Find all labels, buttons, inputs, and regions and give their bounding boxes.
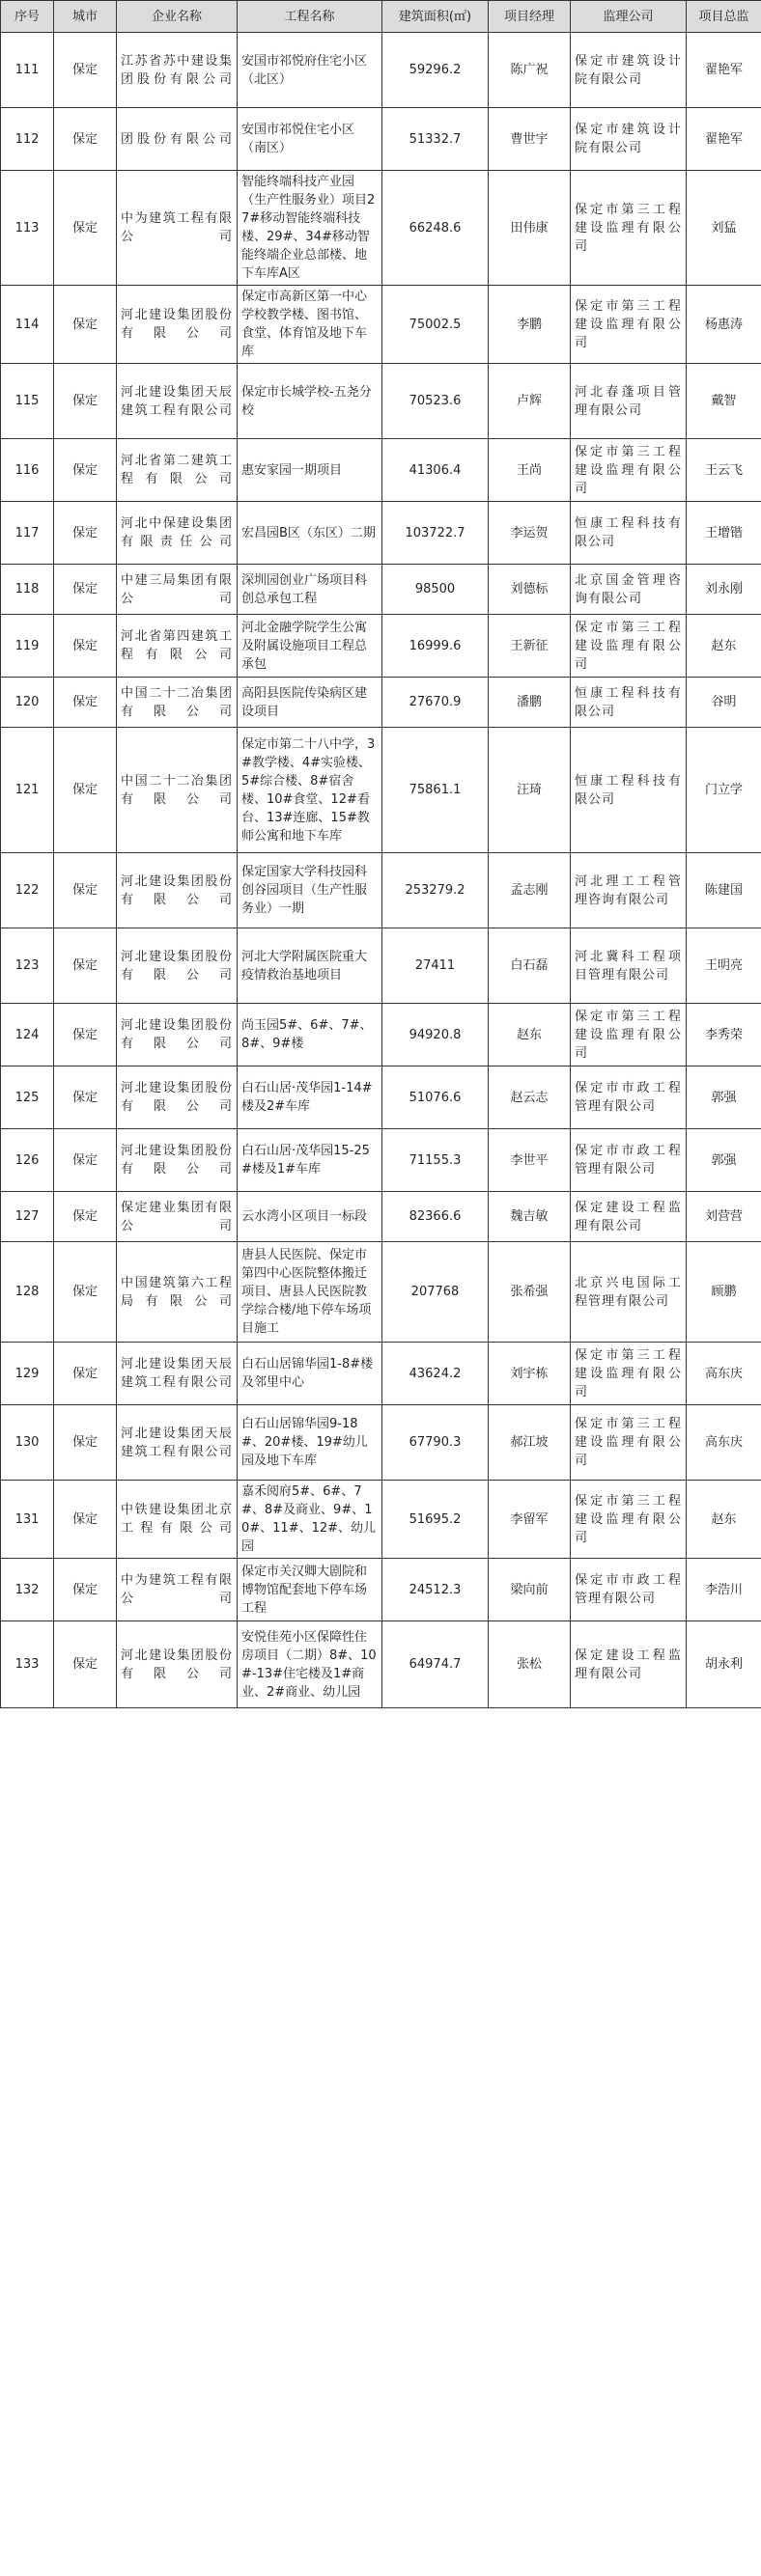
table-row <box>1 853 761 928</box>
city-cell: 保定 <box>54 33 117 108</box>
table-row <box>1 728 761 853</box>
supervisor-cell: 保定市市政工程管理有限公司 <box>571 1559 687 1621</box>
supervisor-cell: 保定市第三工程建设监理有限公司 <box>571 1343 687 1405</box>
project-cell: 白石山居·茂华园15-25#楼及1#车库 <box>238 1129 382 1192</box>
supervisor-cell: 保定市第三工程建设监理有限公司 <box>571 615 687 678</box>
chief-cell: 郭强 <box>687 1129 761 1192</box>
project-cell: 安国市祁悦住宅小区（南区） <box>238 108 382 171</box>
area-cell: 43624.2 <box>382 1343 489 1405</box>
city-cell: 保定 <box>54 678 117 728</box>
company-cell: 河北建设集团天辰建筑工程有限公司 <box>117 1343 238 1405</box>
table-row <box>1 1192 761 1242</box>
manager-cell: 王尚 <box>489 439 571 502</box>
city-cell: 保定 <box>54 1066 117 1129</box>
company-cell: 中国二十二冶集团有限公司 <box>117 728 238 853</box>
manager-cell: 赵东 <box>489 1004 571 1066</box>
company-cell: 中建三局集团有限公司 <box>117 565 238 615</box>
project-cell: 保定市第二十八中学，3#教学楼、4#实验楼、5#综合楼、8#宿舍楼、10#食堂、12#看台、13#连廊、15#教师公寓和地下车库 <box>238 728 382 853</box>
supervisor-cell: 保定市市政工程管理有限公司 <box>571 1129 687 1192</box>
serial-cell: 117 <box>1 502 54 565</box>
serial-cell: 131 <box>1 1481 54 1559</box>
company-cell: 中为建筑工程有限公司 <box>117 1559 238 1621</box>
manager-cell: 魏吉敏 <box>489 1192 571 1242</box>
supervisor-cell: 保定市第三工程建设监理有限公司 <box>571 439 687 502</box>
header-project: 工程名称 <box>238 1 382 33</box>
area-cell: 51332.7 <box>382 108 489 171</box>
project-cell: 宏昌园B区（东区）二期 <box>238 502 382 565</box>
supervisor-cell: 河北理工工程管理咨询有限公司 <box>571 853 687 928</box>
city-cell: 保定 <box>54 853 117 928</box>
table-body <box>1 33 761 1708</box>
table-row <box>1 565 761 615</box>
chief-cell: 胡永利 <box>687 1621 761 1708</box>
manager-cell: 李世平 <box>489 1129 571 1192</box>
city-cell: 保定 <box>54 1129 117 1192</box>
manager-cell: 刘宇栋 <box>489 1343 571 1405</box>
table-row <box>1 928 761 1004</box>
area-cell: 27411 <box>382 928 489 1004</box>
company-cell: 河北省第四建筑工程有限公司 <box>117 615 238 678</box>
chief-cell: 王云飞 <box>687 439 761 502</box>
chief-cell: 王明亮 <box>687 928 761 1004</box>
serial-cell: 113 <box>1 171 54 286</box>
header-serial: 序号 <box>1 1 54 33</box>
table-row <box>1 1129 761 1192</box>
header-company: 企业名称 <box>117 1 238 33</box>
supervisor-cell: 河北冀科工程项目管理有限公司 <box>571 928 687 1004</box>
chief-cell: 王增锴 <box>687 502 761 565</box>
manager-cell: 卢辉 <box>489 364 571 439</box>
city-cell: 保定 <box>54 108 117 171</box>
project-cell: 保定市高新区第一中心学校教学楼、图书馆、食堂、体育馆及地下车库 <box>238 286 382 364</box>
project-cell: 保定市长城学校-五尧分校 <box>238 364 382 439</box>
company-cell: 河北建设集团股份有限公司 <box>117 1621 238 1708</box>
company-cell: 江苏省苏中建设集团股份有限公司 <box>117 33 238 108</box>
city-cell: 保定 <box>54 171 117 286</box>
serial-cell: 122 <box>1 853 54 928</box>
city-cell: 保定 <box>54 1242 117 1343</box>
serial-cell: 129 <box>1 1343 54 1405</box>
area-cell: 24512.3 <box>382 1559 489 1621</box>
chief-cell: 翟艳军 <box>687 33 761 108</box>
project-cell: 保定国家大学科技园科创谷园项目（生产性服务业）一期 <box>238 853 382 928</box>
area-cell: 67790.3 <box>382 1405 489 1481</box>
supervisor-cell: 保定建设工程监理有限公司 <box>571 1192 687 1242</box>
manager-cell: 李留军 <box>489 1481 571 1559</box>
supervisor-cell: 北京国金管理咨询有限公司 <box>571 565 687 615</box>
area-cell: 27670.9 <box>382 678 489 728</box>
supervisor-cell: 保定建设工程监理有限公司 <box>571 1621 687 1708</box>
area-cell: 64974.7 <box>382 1621 489 1708</box>
manager-cell: 王新征 <box>489 615 571 678</box>
company-cell: 中铁建设集团北京工程有限公司 <box>117 1481 238 1559</box>
table-row <box>1 1004 761 1066</box>
project-cell: 保定市关汉卿大剧院和博物馆配套地下停车场工程 <box>238 1559 382 1621</box>
serial-cell: 120 <box>1 678 54 728</box>
manager-cell: 潘鹏 <box>489 678 571 728</box>
area-cell: 103722.7 <box>382 502 489 565</box>
area-cell: 75861.1 <box>382 728 489 853</box>
city-cell: 保定 <box>54 728 117 853</box>
project-cell: 云水湾小区项目一标段 <box>238 1192 382 1242</box>
area-cell: 51695.2 <box>382 1481 489 1559</box>
city-cell: 保定 <box>54 286 117 364</box>
manager-cell: 孟志刚 <box>489 853 571 928</box>
company-cell: 河北建设集团天辰建筑工程有限公司 <box>117 1405 238 1481</box>
supervisor-cell: 恒康工程科技有限公司 <box>571 678 687 728</box>
company-cell: 河北建设集团天辰建筑工程有限公司 <box>117 364 238 439</box>
company-cell: 团股份有限公司 <box>117 108 238 171</box>
chief-cell: 谷明 <box>687 678 761 728</box>
chief-cell: 李秀荣 <box>687 1004 761 1066</box>
table-row <box>1 502 761 565</box>
manager-cell: 张希强 <box>489 1242 571 1343</box>
project-cell: 高阳县医院传染病区建设项目 <box>238 678 382 728</box>
table-row <box>1 1621 761 1708</box>
city-cell: 保定 <box>54 1621 117 1708</box>
chief-cell: 门立学 <box>687 728 761 853</box>
project-cell: 安悦佳苑小区保障性住房项目（二期）8#、10#-13#住宅楼及1#商业、2#商业、幼儿园 <box>238 1621 382 1708</box>
header-chief: 项目总监 <box>687 1 761 33</box>
supervisor-cell: 河北春蓬项目管理有限公司 <box>571 364 687 439</box>
supervisor-cell: 保定市建筑设计院有限公司 <box>571 33 687 108</box>
chief-cell: 陈建国 <box>687 853 761 928</box>
table-row <box>1 678 761 728</box>
project-cell: 唐县人民医院、保定市第四中心医院整体搬迁项目、唐县人民医院教学综合楼/地下停车场项目施工 <box>238 1242 382 1343</box>
manager-cell: 李鹏 <box>489 286 571 364</box>
project-cell: 河北大学附属医院重大疫情救治基地项目 <box>238 928 382 1004</box>
chief-cell: 高东庆 <box>687 1343 761 1405</box>
table-row <box>1 1559 761 1621</box>
chief-cell: 翟艳军 <box>687 108 761 171</box>
supervisor-cell: 恒康工程科技有限公司 <box>571 502 687 565</box>
header-city: 城市 <box>54 1 117 33</box>
project-cell: 白石山居锦华园1-8#楼及邻里中心 <box>238 1343 382 1405</box>
manager-cell: 梁向前 <box>489 1559 571 1621</box>
supervisor-cell: 保定市第三工程建设监理有限公司 <box>571 1004 687 1066</box>
chief-cell: 赵东 <box>687 615 761 678</box>
area-cell: 82366.6 <box>382 1192 489 1242</box>
manager-cell: 李运贺 <box>489 502 571 565</box>
serial-cell: 128 <box>1 1242 54 1343</box>
company-cell: 河北省第二建筑工程有限公司 <box>117 439 238 502</box>
manager-cell: 赵云志 <box>489 1066 571 1129</box>
serial-cell: 116 <box>1 439 54 502</box>
table-row <box>1 108 761 171</box>
area-cell: 253279.2 <box>382 853 489 928</box>
manager-cell: 郝江坡 <box>489 1405 571 1481</box>
manager-cell: 田伟康 <box>489 171 571 286</box>
chief-cell: 赵东 <box>687 1481 761 1559</box>
city-cell: 保定 <box>54 439 117 502</box>
header-manager: 项目经理 <box>489 1 571 33</box>
area-cell: 71155.3 <box>382 1129 489 1192</box>
serial-cell: 111 <box>1 33 54 108</box>
city-cell: 保定 <box>54 928 117 1004</box>
manager-cell: 陈广祝 <box>489 33 571 108</box>
supervisor-cell: 保定市建筑设计院有限公司 <box>571 108 687 171</box>
project-cell: 安国市祁悦府住宅小区（北区） <box>238 33 382 108</box>
manager-cell: 白石磊 <box>489 928 571 1004</box>
project-cell: 智能终端科技产业园（生产性服务业）项目27#移动智能终端科技楼、29#、34#移动智能终端企业总部楼、地下车库A区 <box>238 171 382 286</box>
serial-cell: 133 <box>1 1621 54 1708</box>
header-area: 建筑面积(㎡) <box>382 1 489 33</box>
area-cell: 51076.6 <box>382 1066 489 1129</box>
table-row <box>1 439 761 502</box>
city-cell: 保定 <box>54 364 117 439</box>
area-cell: 41306.4 <box>382 439 489 502</box>
city-cell: 保定 <box>54 1481 117 1559</box>
serial-cell: 119 <box>1 615 54 678</box>
table-header <box>1 1 761 33</box>
chief-cell: 戴智 <box>687 364 761 439</box>
company-cell: 河北建设集团股份有限公司 <box>117 928 238 1004</box>
city-cell: 保定 <box>54 1405 117 1481</box>
company-cell: 中国建筑第六工程局有限公司 <box>117 1242 238 1343</box>
table-row <box>1 33 761 108</box>
project-cell: 河北金融学院学生公寓及附属设施项目工程总承包 <box>238 615 382 678</box>
area-cell: 207768 <box>382 1242 489 1343</box>
supervisor-cell: 保定市第三工程建设监理有限公司 <box>571 286 687 364</box>
chief-cell: 刘永刚 <box>687 565 761 615</box>
company-cell: 河北中保建设集团有限责任公司 <box>117 502 238 565</box>
chief-cell: 顾鹏 <box>687 1242 761 1343</box>
serial-cell: 112 <box>1 108 54 171</box>
chief-cell: 高东庆 <box>687 1405 761 1481</box>
serial-cell: 118 <box>1 565 54 615</box>
area-cell: 70523.6 <box>382 364 489 439</box>
chief-cell: 刘营营 <box>687 1192 761 1242</box>
supervisor-cell: 恒康工程科技有限公司 <box>571 728 687 853</box>
company-cell: 河北建设集团股份有限公司 <box>117 1129 238 1192</box>
table-row <box>1 364 761 439</box>
supervisor-cell: 保定市市政工程管理有限公司 <box>571 1066 687 1129</box>
area-cell: 75002.5 <box>382 286 489 364</box>
manager-cell: 曹世宇 <box>489 108 571 171</box>
company-cell: 河北建设集团股份有限公司 <box>117 286 238 364</box>
table-row <box>1 1343 761 1405</box>
header-row <box>1 1 761 33</box>
serial-cell: 126 <box>1 1129 54 1192</box>
company-cell: 河北建设集团股份有限公司 <box>117 853 238 928</box>
serial-cell: 121 <box>1 728 54 853</box>
city-cell: 保定 <box>54 1559 117 1621</box>
chief-cell: 杨惠涛 <box>687 286 761 364</box>
project-cell: 白石山居·茂华园1-14#楼及2#车库 <box>238 1066 382 1129</box>
area-cell: 94920.8 <box>382 1004 489 1066</box>
table-row <box>1 615 761 678</box>
header-supervisor: 监理公司 <box>571 1 687 33</box>
company-cell: 中为建筑工程有限公司 <box>117 171 238 286</box>
table-row <box>1 171 761 286</box>
company-cell: 河北建设集团股份有限公司 <box>117 1066 238 1129</box>
serial-cell: 125 <box>1 1066 54 1129</box>
table-row <box>1 1481 761 1559</box>
table-row <box>1 286 761 364</box>
chief-cell: 刘猛 <box>687 171 761 286</box>
chief-cell: 李浩川 <box>687 1559 761 1621</box>
project-cell: 惠安家园一期项目 <box>238 439 382 502</box>
manager-cell: 刘德标 <box>489 565 571 615</box>
area-cell: 59296.2 <box>382 33 489 108</box>
table-row <box>1 1066 761 1129</box>
area-cell: 98500 <box>382 565 489 615</box>
project-cell: 嘉禾阅府5#、6#、7#、8#及商业、9#、10#、11#、12#、幼儿园 <box>238 1481 382 1559</box>
company-cell: 保定建业集团有限公司 <box>117 1192 238 1242</box>
supervisor-cell: 北京兴电国际工程管理有限公司 <box>571 1242 687 1343</box>
serial-cell: 127 <box>1 1192 54 1242</box>
serial-cell: 123 <box>1 928 54 1004</box>
project-cell: 尚玉园5#、6#、7#、8#、9#楼 <box>238 1004 382 1066</box>
project-cell: 白石山居锦华园9-18#、20#楼、19#幼儿园及地下车库 <box>238 1405 382 1481</box>
city-cell: 保定 <box>54 1343 117 1405</box>
city-cell: 保定 <box>54 502 117 565</box>
serial-cell: 114 <box>1 286 54 364</box>
serial-cell: 124 <box>1 1004 54 1066</box>
manager-cell: 汪琦 <box>489 728 571 853</box>
city-cell: 保定 <box>54 565 117 615</box>
chief-cell: 郭强 <box>687 1066 761 1129</box>
serial-cell: 130 <box>1 1405 54 1481</box>
supervisor-cell: 保定市第三工程建设监理有限公司 <box>571 171 687 286</box>
manager-cell: 张松 <box>489 1621 571 1708</box>
table-row <box>1 1405 761 1481</box>
area-cell: 66248.6 <box>382 171 489 286</box>
company-cell: 河北建设集团股份有限公司 <box>117 1004 238 1066</box>
supervisor-cell: 保定市第三工程建设监理有限公司 <box>571 1481 687 1559</box>
supervisor-cell: 保定市第三工程建设监理有限公司 <box>571 1405 687 1481</box>
city-cell: 保定 <box>54 615 117 678</box>
project-cell: 深圳园创业广场项目科创总承包工程 <box>238 565 382 615</box>
city-cell: 保定 <box>54 1004 117 1066</box>
area-cell: 16999.6 <box>382 615 489 678</box>
serial-cell: 115 <box>1 364 54 439</box>
serial-cell: 132 <box>1 1559 54 1621</box>
city-cell: 保定 <box>54 1192 117 1242</box>
company-cell: 中国二十二冶集团有限公司 <box>117 678 238 728</box>
table-row <box>1 1242 761 1343</box>
